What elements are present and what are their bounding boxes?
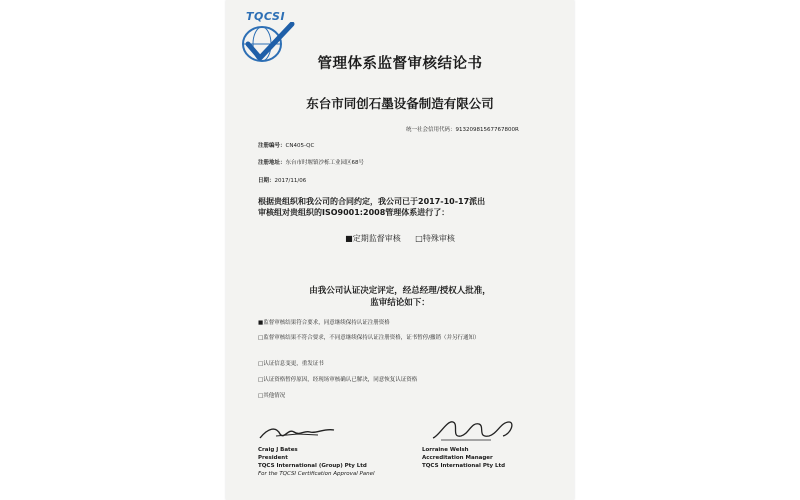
- option-suspend: □监督审核结果不符合要求，不同意继续保持认证注册资格，证书暂停/撤销（并另行通知）: [258, 335, 480, 341]
- intro-line-1: 根据贵组织和我公司的合同约定，我公司已于2017-10-17派出: [258, 197, 486, 206]
- conclusion-head-line-2: 监审结论如下：: [370, 298, 430, 308]
- signatory-left-org: TQCS International (Group) Pty Ltd: [258, 463, 367, 469]
- date-label: 日期：: [258, 178, 275, 184]
- option-other: □其他情况: [258, 393, 286, 399]
- registered-address: [258, 158, 364, 166]
- audit-intro: [258, 196, 548, 218]
- signatory-left: [258, 446, 375, 478]
- signatory-right: [422, 446, 505, 470]
- reg-no-label: 注册编号：: [258, 143, 286, 149]
- audit-types: [226, 233, 574, 244]
- signatory-right-role: Accreditation Manager: [422, 455, 493, 461]
- credit-code-label: 统一社会信用代码：: [406, 127, 456, 133]
- credit-code-value: 91320981567767800R: [455, 127, 519, 133]
- signatory-left-role: President: [258, 455, 288, 461]
- address-label: 注册地址：: [258, 160, 286, 166]
- intro-line-2: 审核组对贵组织的ISO9001:2008管理体系进行了：: [258, 208, 450, 217]
- signatory-right-org: TQCS International Pty Ltd: [422, 463, 506, 469]
- issue-date: [258, 176, 306, 184]
- option-restore: □认证资格暂停原因，经现场审核确认已解决，同意恢复认证资格: [258, 377, 418, 383]
- address-value: 东台市时堰镇沙栎工业园区68号: [285, 160, 365, 166]
- signatory-left-name: Craig J Bates: [258, 447, 298, 453]
- certificate-title: 管理体系监督审核结论书: [317, 56, 483, 72]
- audit-type-periodic: ■定期监督审核: [345, 234, 401, 243]
- conclusion-heading: [226, 285, 574, 309]
- signature-left-icon: [258, 422, 338, 444]
- audit-type-special: □特殊审核: [415, 234, 455, 243]
- company-name: 东台市同创石墨设备制造有限公司: [306, 96, 494, 111]
- credit-code: [406, 125, 519, 133]
- signature-right-icon: [431, 416, 521, 444]
- signatory-right-name: Lorraine Welsh: [422, 447, 469, 453]
- option-maintain: ■监督审核结果符合要求，同意继续保持认证注册资格: [258, 320, 390, 326]
- logo-text: TQCSI: [246, 10, 286, 23]
- option-reissue: □认证信息变更，重发证书: [258, 361, 324, 367]
- certificate-document: [226, 0, 574, 500]
- conclusion-head-line-1: 由我公司认证决定评定，经总经理/授权人批准，: [309, 286, 491, 296]
- signatory-left-note: For the TQCSI Certification Approval Panel: [258, 471, 375, 477]
- registration-number: [258, 141, 314, 149]
- date-value: 2017/11/06: [274, 178, 307, 184]
- reg-no-value: CN405-QC: [285, 143, 315, 149]
